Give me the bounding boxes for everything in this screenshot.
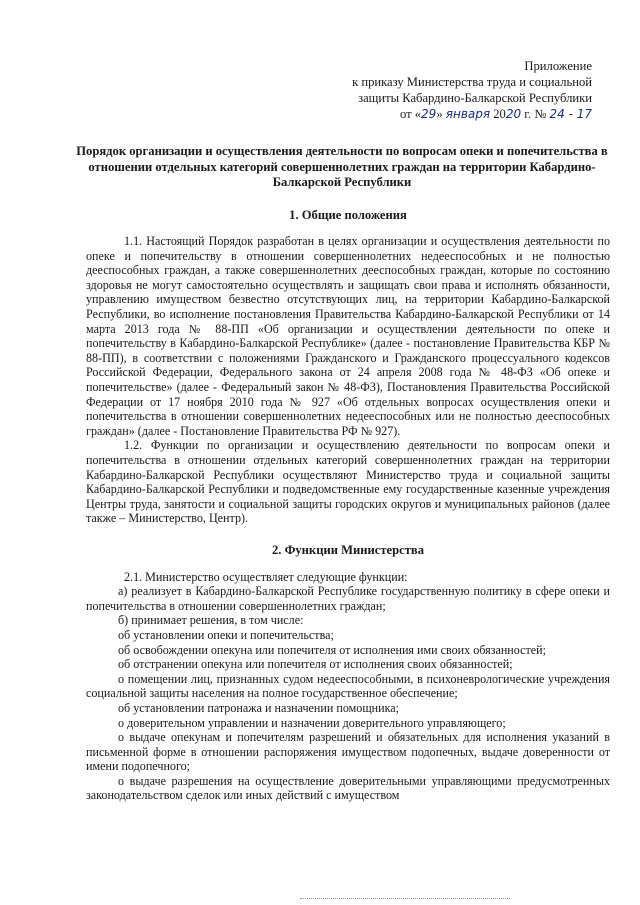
decision-item: об установлении опеки и попечительства; xyxy=(118,627,334,642)
paragraph-1-2: 1.2. Функции по организации и осуществлению деятельности по вопросам опеки и попечительства в отношении отдельных категорий совершеннолетних граждан на территории Кабардино-Балкарской Республики осуществляют Министерство труда и социальной защиты Кабардино-Балкарской Республики и подведомственные ему государственные казенные учреждения Центры труда, занятости и социальной защиты городских округов и муниципальных районов (далее также – Министерство, Центр). xyxy=(86,438,610,526)
paragraph-2-1: 2.1. Министерство осуществляет следующие функции: xyxy=(124,569,408,584)
paragraph-1-1: 1.1. Настоящий Порядок разработан в целях организации и осуществления деятельности по опеке и попечительству в отношении совершеннолетних недееспособных и не полностью дееспособных граждан, а также совершеннолетних дееспособных граждан, которые по состоянию здоровья не могут самостоятельно осуществлять и защищать свои права и исполнять обязанности, управлению имуществом безвестно отсутствующих лиц, на территории Кабардино-Балкарской Республики, во исполнение постановления Правительства Кабардино-Балкарской Республики от 14 марта 2013 года № 88-ПП «Об организации и осуществлении деятельности по опеке и попечительству в Кабардино-Балкарской Республике» (далее - постановление Правительства КБР № 88-ПП), в соответствии с положениями Гражданского и Гражданского процессуального кодексов Российской Федерации, Федерального закона от 24 апреля 2008 года № 48-ФЗ «Об опеке и попечительстве» (далее - Федеральный закон № 48-ФЗ), Постановления Правительства Российской Федерации от 17 ноября 2010 года № 927 «Об отдельных вопросах осуществления опеки и попечительства в отношении совершеннолетних недееспособных или не полностью дееспособных граждан» (далее - Постановление Правительства РФ № 927). xyxy=(86,234,610,438)
decision-item: об отстранении опекуна или попечителя от исполнения своих обязанностей; xyxy=(118,657,513,672)
order-reference-line-2: защиты Кабардино-Балкарской Республики xyxy=(358,91,592,105)
handwritten-year: 20 xyxy=(505,107,522,121)
year-prefix: 20 xyxy=(493,107,506,121)
handwritten-month: января xyxy=(445,107,491,121)
appendix-label: Приложение xyxy=(524,59,592,73)
order-date-number xyxy=(86,106,592,122)
decision-item: об установлении патронажа и назначении помощника; xyxy=(118,700,400,715)
section-heading-general: 1. Общие положения xyxy=(289,207,407,222)
decision-item: о доверительном управлении и назначении доверительного управляющего; xyxy=(118,715,506,730)
list-item-a: а) реализует в Кабардино-Балкарской Республике государственную политику в сфере опеки и попечительства в отношении совершеннолетних граждан; xyxy=(86,584,610,613)
date-prefix: от « xyxy=(399,107,422,121)
order-reference-line-1: к приказу Министерства труда и социальной xyxy=(352,75,592,89)
handwritten-day: 29 xyxy=(421,107,437,121)
decision-item: о выдаче разрешения на осуществление доверительными управляющими предусмотренных законодательством сделок или иных действий с имуществом xyxy=(86,773,610,803)
section-heading-functions: 2. Функции Министерства xyxy=(271,542,425,557)
number-label: г. № xyxy=(524,107,547,121)
decision-item: о помещении лиц, признанных судом недееспособными, в психоневрологические учреждения социальной защиты населения на полное государственное обеспечение; xyxy=(86,671,610,701)
date-day-suffix: » xyxy=(436,107,443,121)
decision-item: об освобождении опекуна или попечителя от исполнения ими своих обязанностей; xyxy=(118,642,546,657)
list-item-b: б) принимает решения, в том числе: xyxy=(118,613,304,628)
handwritten-number: 24 - 17 xyxy=(549,107,592,121)
scan-artifact-divider xyxy=(300,898,510,899)
appendix-header xyxy=(86,58,592,122)
document-title: Порядок организации и осуществления деятельности по вопросам опеки и попечительства в отношении отдельных категорий совершеннолетних граждан на территории Кабардино-Балкарской Республики xyxy=(76,144,608,189)
decision-item: о выдаче опекунам и попечителям разрешений и обязательных для исполнения указаний в письменной форме в отношении распоряжения имуществом подопечных, выдаче доверенности от имени подопечного; xyxy=(86,730,610,774)
